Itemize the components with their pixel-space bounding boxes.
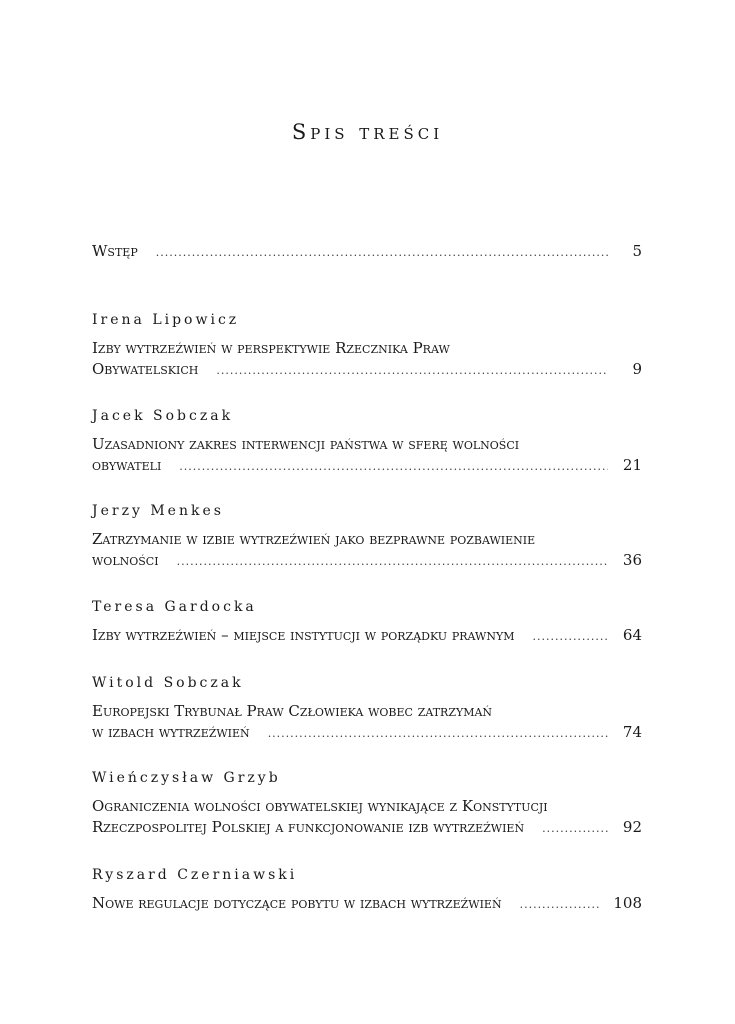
author-name: Jacek Sobczak <box>92 408 234 424</box>
toc-entry[interactable] <box>92 502 642 572</box>
entry-title: Obywatelskich <box>92 360 199 378</box>
toc-line <box>92 722 642 744</box>
toc-line <box>92 455 642 477</box>
page-number: 92 <box>622 818 642 836</box>
page-number: 108 <box>613 894 642 912</box>
page-number: 64 <box>622 626 642 644</box>
toc-line <box>92 817 642 839</box>
entry-title: Izby wytrzeźwień – miejsce instytucji w porządku prawnym <box>92 626 515 644</box>
author-name: Wieńczysław Grzyb <box>92 770 281 786</box>
toc-entry[interactable] <box>92 407 642 477</box>
author-name: Ryszard Czerniawski <box>92 867 298 883</box>
toc-line <box>92 241 642 263</box>
entry-title: wolności <box>92 551 159 569</box>
entry-title-line: Izby wytrzeźwień w perspektywie Rzecznika Praw <box>92 339 450 357</box>
author-name: Witold Sobczak <box>92 675 244 691</box>
toc-entry-intro[interactable] <box>92 241 642 263</box>
page-number: 36 <box>622 551 642 569</box>
toc-line <box>92 550 642 572</box>
dot-leader <box>216 360 608 381</box>
toc-entry[interactable] <box>92 311 642 381</box>
toc-heading: Spis treści <box>291 120 444 144</box>
entry-title: Nowe regulacje dotyczące pobytu w izbach wytrzeźwień <box>92 894 502 912</box>
entry-title: Wstęp <box>92 242 138 260</box>
dot-leader <box>177 551 608 572</box>
toc-entry[interactable] <box>92 866 642 915</box>
dot-leader <box>156 242 608 263</box>
author-name: Irena Lipowicz <box>92 312 240 328</box>
dot-leader <box>532 626 608 647</box>
entry-title-line: Uzasadniony zakres interwencji państwa w sferę wolności <box>92 435 520 453</box>
entry-title-line: Ograniczenia wolności obywatelskiej wynikające z Konstytucji <box>92 797 548 815</box>
toc-entry[interactable] <box>92 674 642 744</box>
entry-title: w izbach wytrzeźwień <box>92 723 250 741</box>
toc-entry[interactable] <box>92 769 642 839</box>
entry-title-line: Europejski Trybunał Praw Człowieka wobec zatrzymań <box>92 702 493 720</box>
page-number: 74 <box>622 723 642 741</box>
author-name: Jerzy Menkes <box>92 503 224 519</box>
dot-leader <box>520 894 602 915</box>
entry-title: obywateli <box>92 456 162 474</box>
toc-entry[interactable] <box>92 598 642 647</box>
page-number: 5 <box>632 242 642 260</box>
toc-line <box>92 359 642 381</box>
toc-line <box>92 893 642 915</box>
author-name: Teresa Gardocka <box>92 599 257 615</box>
dot-leader <box>542 818 608 839</box>
dot-leader <box>268 723 608 744</box>
entry-title-line: Zatrzymanie w izbie wytrzeźwień jako bezprawne pozbawienie <box>92 530 536 548</box>
page-number: 9 <box>632 360 642 378</box>
toc-line <box>92 625 642 647</box>
page-number: 21 <box>622 456 642 474</box>
dot-leader <box>179 456 608 477</box>
entry-title: Rzeczpospolitej Polskiej a funkcjonowanie izb wytrzeźwień <box>92 818 525 836</box>
